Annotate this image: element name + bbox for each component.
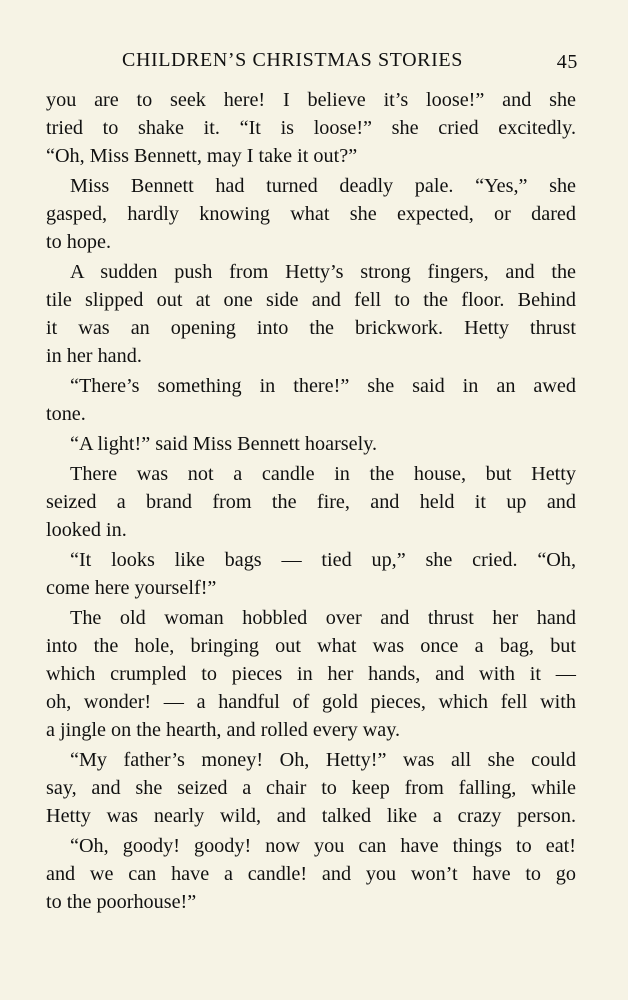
text-line: to the poorhouse!” — [46, 891, 197, 913]
text-line: Miss Bennett had turned deadly pale. “Yes,” she — [70, 175, 576, 197]
text-line: The old woman hobbled over and thrust her hand — [70, 607, 576, 629]
body-text — [46, 86, 576, 916]
page-number: 45 — [556, 51, 578, 73]
text-line: into the hole, bringing out what was once a bag, but — [46, 635, 576, 657]
text-line: “A light!” said Miss Bennett hoarsely. — [70, 433, 378, 455]
running-title: CHILDREN’S CHRISTMAS STORIES — [122, 49, 463, 71]
text-line: “There’s something in there!” she said in an awed — [70, 375, 576, 397]
text-line: it was an opening into the brickwork. Hetty thrust — [46, 317, 576, 339]
text-line: “Oh, goody! goody! now you can have things to eat! — [70, 835, 576, 857]
text-line: which crumpled to pieces in her hands, and with it — — [46, 663, 576, 685]
text-line: “It looks like bags — tied up,” she cried. “Oh, — [70, 549, 576, 571]
text-line: tone. — [46, 403, 86, 425]
text-line: to hope. — [46, 231, 112, 253]
text-line: in her hand. — [46, 345, 142, 367]
text-line: tile slipped out at one side and fell to the floor. Behind — [46, 289, 576, 311]
text-line: A sudden push from Hetty’s strong fingers, and the — [70, 261, 576, 283]
text-line: Hetty was nearly wild, and talked like a crazy person. — [46, 805, 576, 827]
text-line: seized a brand from the fire, and held it up and — [46, 491, 576, 513]
text-line: and we can have a candle! and you won’t have to go — [46, 863, 576, 885]
text-line: There was not a candle in the house, but Hetty — [70, 463, 576, 485]
text-line: looked in. — [46, 519, 127, 541]
text-line: a jingle on the hearth, and rolled every way. — [46, 719, 401, 741]
text-line: you are to seek here! I believe it’s loose!” and she — [46, 89, 576, 111]
text-line: tried to shake it. “It is loose!” she cried excitedly. — [46, 117, 576, 139]
text-line: oh, wonder! — a handful of gold pieces, which fell with — [46, 691, 576, 713]
text-line: “My father’s money! Oh, Hetty!” was all she could — [70, 749, 576, 771]
text-line: say, and she seized a chair to keep from falling, while — [46, 777, 576, 799]
running-head — [46, 49, 578, 75]
text-line: “Oh, Miss Bennett, may I take it out?” — [46, 145, 358, 167]
text-line: gasped, hardly knowing what she expected, or dared — [46, 203, 576, 225]
text-line: come here yourself!” — [46, 577, 217, 599]
